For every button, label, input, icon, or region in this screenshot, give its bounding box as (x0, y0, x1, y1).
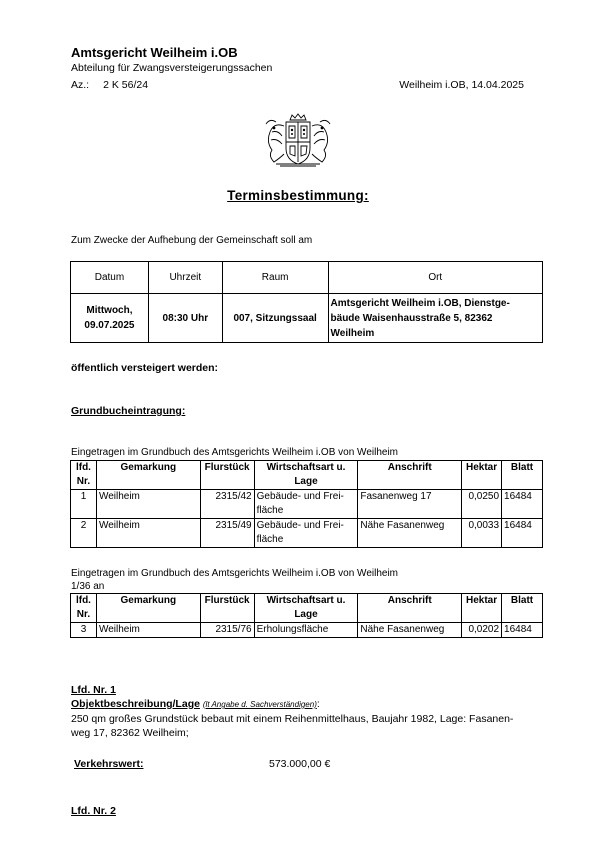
az-number: 2 K 56/24 (103, 79, 149, 91)
table-row: 1 Weilheim 2315/42 Gebäude- und Frei- fläche Fasanenweg 17 0,0250 16484 (71, 490, 543, 519)
object-label: Objektbeschreibung/Lage (71, 698, 200, 710)
verkehrswert-label: Verkehrswert: (74, 758, 144, 770)
department: Abteilung für Zwangsversteigerungssachen (71, 62, 273, 74)
col-hektar: Hektar (462, 594, 502, 623)
lfd-nr-1-heading: Lfd. Nr. 1 (71, 684, 116, 696)
object-note: (lt Angabe d. Sachverständigen) (202, 700, 317, 709)
verkehrswert-value: 573.000,00 € (269, 758, 331, 770)
object-description: 250 qm großes Grundstück bebaut mit einem Reihenmittelhaus, Baujahr 1982, Lage: Fasanen- weg 17, 82362 Weilheim; (71, 713, 514, 739)
bavarian-coat-of-arms-icon (262, 112, 334, 168)
court-name: Amtsgericht Weilheim i.OB (71, 45, 238, 60)
col-gemarkung: Gemarkung (96, 594, 200, 623)
col-flurstueck: Flurstück (200, 594, 254, 623)
lfd-nr-2-heading: Lfd. Nr. 2 (71, 805, 116, 817)
col-lfd-nr: lfd. Nr. (71, 461, 97, 490)
land-register-table-1 (70, 460, 543, 548)
col-uhrzeit: Uhrzeit (148, 262, 222, 294)
sold-text: öffentlich versteigert werden: (71, 362, 219, 374)
appointment-time: 08:30 Uhr (148, 294, 222, 343)
place-date: Weilheim i.OB, 14.04.2025 (399, 79, 524, 91)
col-gemarkung: Gemarkung (96, 461, 200, 490)
appointment-room: 007, Sitzungssaal (222, 294, 328, 343)
appointment-date: Mittwoch, 09.07.2025 (71, 294, 149, 343)
register-note-1: Eingetragen im Grundbuch des Amtsgerichts Weilheim i.OB von Weilheim (71, 447, 398, 458)
appointment-table (70, 261, 543, 343)
table-row: 2 Weilheim 2315/49 Gebäude- und Frei- fläche Nähe Fasanenweg 0,0033 16484 (71, 519, 543, 548)
col-blatt: Blatt (502, 594, 543, 623)
az-label: Az.: (71, 79, 90, 91)
col-flurstueck: Flurstück (200, 461, 254, 490)
col-wirtschaftsart: Wirtschaftsart u. Lage (254, 461, 358, 490)
register-note-2: Eingetragen im Grundbuch des Amtsgerichts Weilheim i.OB von Weilheim 1/36 an (71, 568, 398, 592)
col-anschrift: Anschrift (358, 461, 462, 490)
grundbuch-heading: Grundbucheintragung: (71, 405, 186, 417)
col-raum: Raum (222, 262, 328, 294)
col-anschrift: Anschrift (358, 594, 462, 623)
col-lfd-nr: lfd. Nr. (71, 594, 97, 623)
object-description-heading: Objektbeschreibung/Lage (lt Angabe d. Sachverständigen): (71, 698, 320, 710)
case-number (71, 79, 148, 91)
page-title: Terminsbestimmung: (227, 188, 369, 203)
col-blatt: Blatt (502, 461, 543, 490)
col-wirtschaftsart: Wirtschaftsart u. Lage (254, 594, 358, 623)
land-register-table-2 (70, 593, 543, 638)
intro-text: Zum Zwecke der Aufhebung der Gemeinschaft soll am (71, 235, 313, 246)
col-ort: Ort (328, 262, 542, 294)
col-datum: Datum (71, 262, 149, 294)
appointment-place: Amtsgericht Weilheim i.OB, Dienstge- bäude Waisenhausstraße 5, 82362 Weilheim (328, 294, 542, 343)
table-row: 3 Weilheim 2315/76 Erholungsfläche Nähe Fasanenweg 0,0202 16484 (71, 623, 543, 638)
col-hektar: Hektar (462, 461, 502, 490)
